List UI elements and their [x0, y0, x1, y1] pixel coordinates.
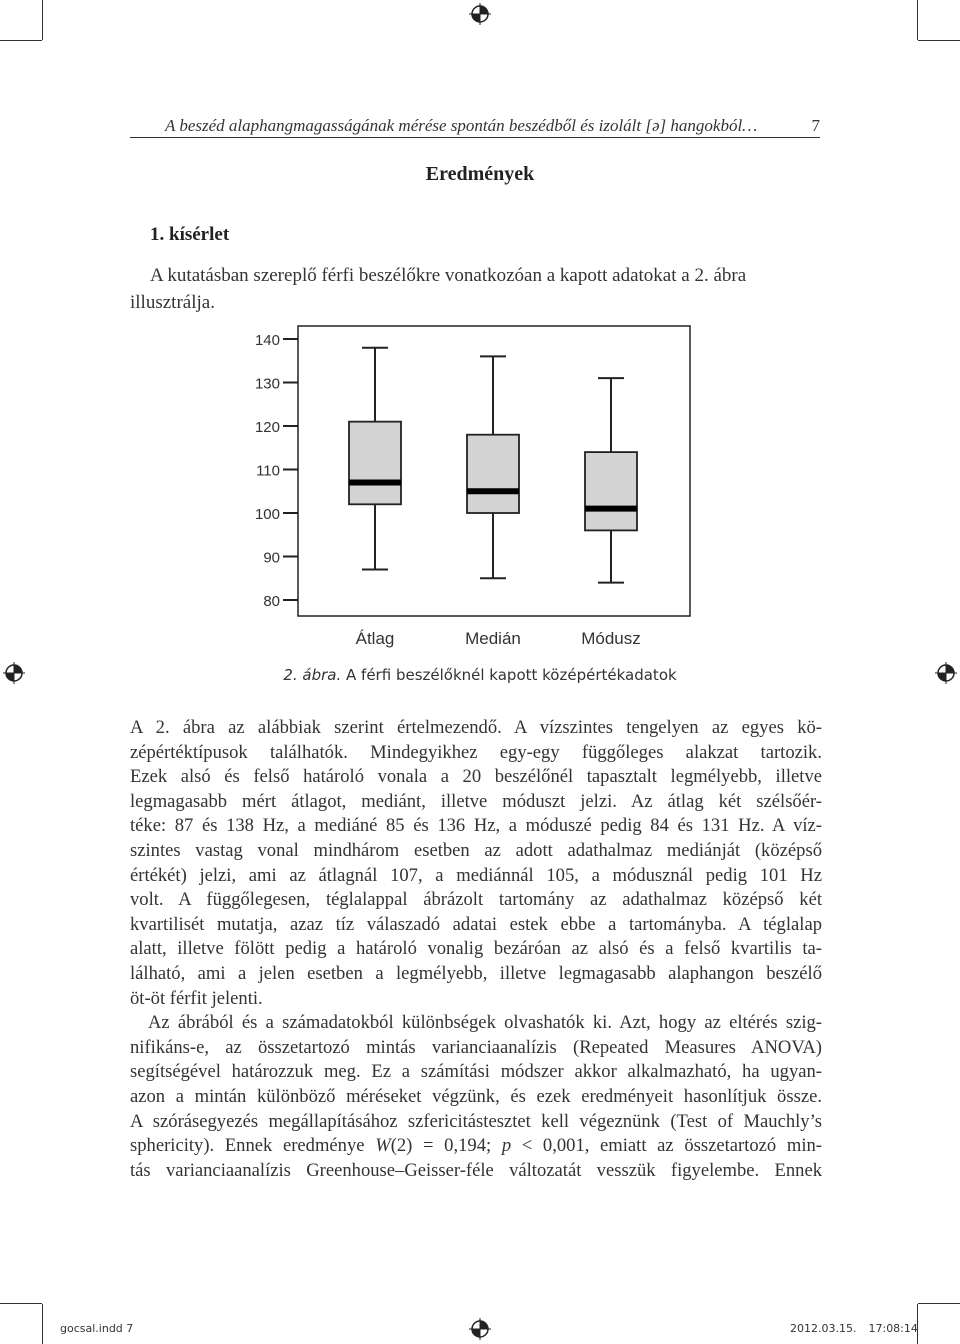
y-tick-label: 130 — [254, 375, 280, 393]
page-number: 7 — [811, 116, 820, 135]
footer-time: 17:08:14 — [868, 1322, 918, 1335]
y-tick-label: 110 — [256, 462, 280, 480]
body-line: értékét) jelzi, ami az átlagnál 107, a mediánnál 105, a módusznál pedig 101 Hz — [130, 864, 822, 886]
x-category-label: Medián — [465, 629, 521, 648]
y-tick-label: 120 — [254, 419, 280, 436]
box-iqr — [585, 452, 637, 530]
x-category-label: Módusz — [581, 629, 641, 648]
running-header-title: A beszéd alaphangmagasságának mérése spontán beszédből és izolált [ə] hangokból… — [165, 116, 758, 135]
body-line: tás varianciaanalízis Greenhouse–Geisser-féle változatát vesszük figyelembe. Ennek — [130, 1159, 822, 1181]
caption-text: A férfi beszélőknél kapott középértékadatok — [346, 666, 677, 684]
crop-mark — [0, 1303, 42, 1304]
body-line-text: Az ábrából és a számadatokból különbségek olvashatók ki. Azt, hogy az eltérés szig- — [148, 1012, 822, 1034]
y-tick-label: 100 — [254, 506, 280, 523]
formula-w: W — [375, 1135, 391, 1157]
body-line: A szórásegyezés megállapításához szfericitástesztet kell végeznünk (Test of Mauchly’s — [130, 1110, 822, 1132]
body-line: nifikáns-e, az összetartozó mintás varianciaanalízis (Repeated Measures ANOVA) — [130, 1036, 822, 1058]
y-tick-label: 140 — [254, 332, 280, 349]
footer-timestamp — [790, 1322, 930, 1335]
formula-post: < 0,001, emiatt az összetartozó min- — [511, 1135, 822, 1157]
y-tick-label: 90 — [263, 549, 280, 567]
box-iqr — [349, 422, 401, 505]
formula-mid: (2) = 0,194; — [390, 1135, 502, 1157]
formula-p: p — [501, 1135, 512, 1157]
body-line: zépértéktípusok találhatók. Mindegyikhez egy-egy függőleges alakzat tartozik. — [130, 741, 822, 763]
section-title: Eredmények — [425, 163, 535, 185]
body-line: volt. A függőlegesen, téglalappal ábrázolt tartomány az adathalmaz középső két — [130, 889, 822, 911]
y-tick-label: 80 — [263, 593, 280, 610]
body-line: A 2. ábra az alábbiak szerint értelmezendő. A vízszintes tengelyen az egyes kö- — [130, 717, 822, 738]
caption-label: 2. ábra. — [283, 666, 342, 684]
body-line: lálható, ami a jelen esetben a legmélyebb, illetve legmagasabb alaphangon beszélő — [130, 962, 822, 984]
intro-text: A kutatásban szereplő férfi beszélőkre vonatkozóan a kapott adatokat a 2. ábra illusztrálja. — [130, 265, 747, 313]
body-line-formula — [130, 1134, 822, 1159]
body-line: szintes vastag vonal mindhárom esetben az adott adathalmaz mediánját (középső — [130, 839, 822, 861]
body-line: azon a mintán különböző méréseket végzünk, és ezek eredményeit hasonlítjuk össze. — [130, 1085, 822, 1107]
body-line: téke: 87 és 138 Hz, a mediáné 85 és 136 Hz, a móduszé pedig 84 és 131 Hz. A víz- — [130, 815, 822, 837]
body-line: segítségével határozzuk meg. Ez a számítási módszer akkor alkalmazható, ha ugyan- — [130, 1061, 822, 1083]
body-line: alatt, illetve fölött pedig a határoló vonalig bezáróan az alsó és a felső kvartilis ta- — [130, 938, 822, 960]
crop-mark — [42, 1304, 43, 1344]
figure-caption — [0, 666, 960, 684]
body-line: Ezek alsó és felső határoló vonala a 20 beszélőnél tapasztalt legmélyebb, illetve — [130, 766, 822, 788]
registration-mark-icon — [469, 1318, 491, 1340]
footer-date: 2012.03.15. — [790, 1322, 857, 1335]
subsection-title: 1. kísérlet — [150, 224, 230, 245]
body-text — [130, 716, 822, 1183]
body-line: legmagasabb mért átlagot, mediánt, illetve móduszt jelzi. Az átlag két szélsőér- — [130, 790, 822, 812]
box-iqr — [467, 435, 519, 513]
footer-file: gocsal.indd 7 — [60, 1322, 134, 1335]
body-line: kvartilisét mutatja, azaz tíz válaszadó adatai estek ebbe a tartományba. A téglalap — [130, 913, 822, 935]
formula-pre: sphericity). Ennek eredménye — [130, 1135, 376, 1157]
crop-mark — [918, 1303, 960, 1304]
body-line — [130, 1011, 822, 1036]
x-category-label: Átlag — [355, 629, 395, 648]
body-line: öt-öt férfit jelenti. — [130, 987, 263, 1009]
